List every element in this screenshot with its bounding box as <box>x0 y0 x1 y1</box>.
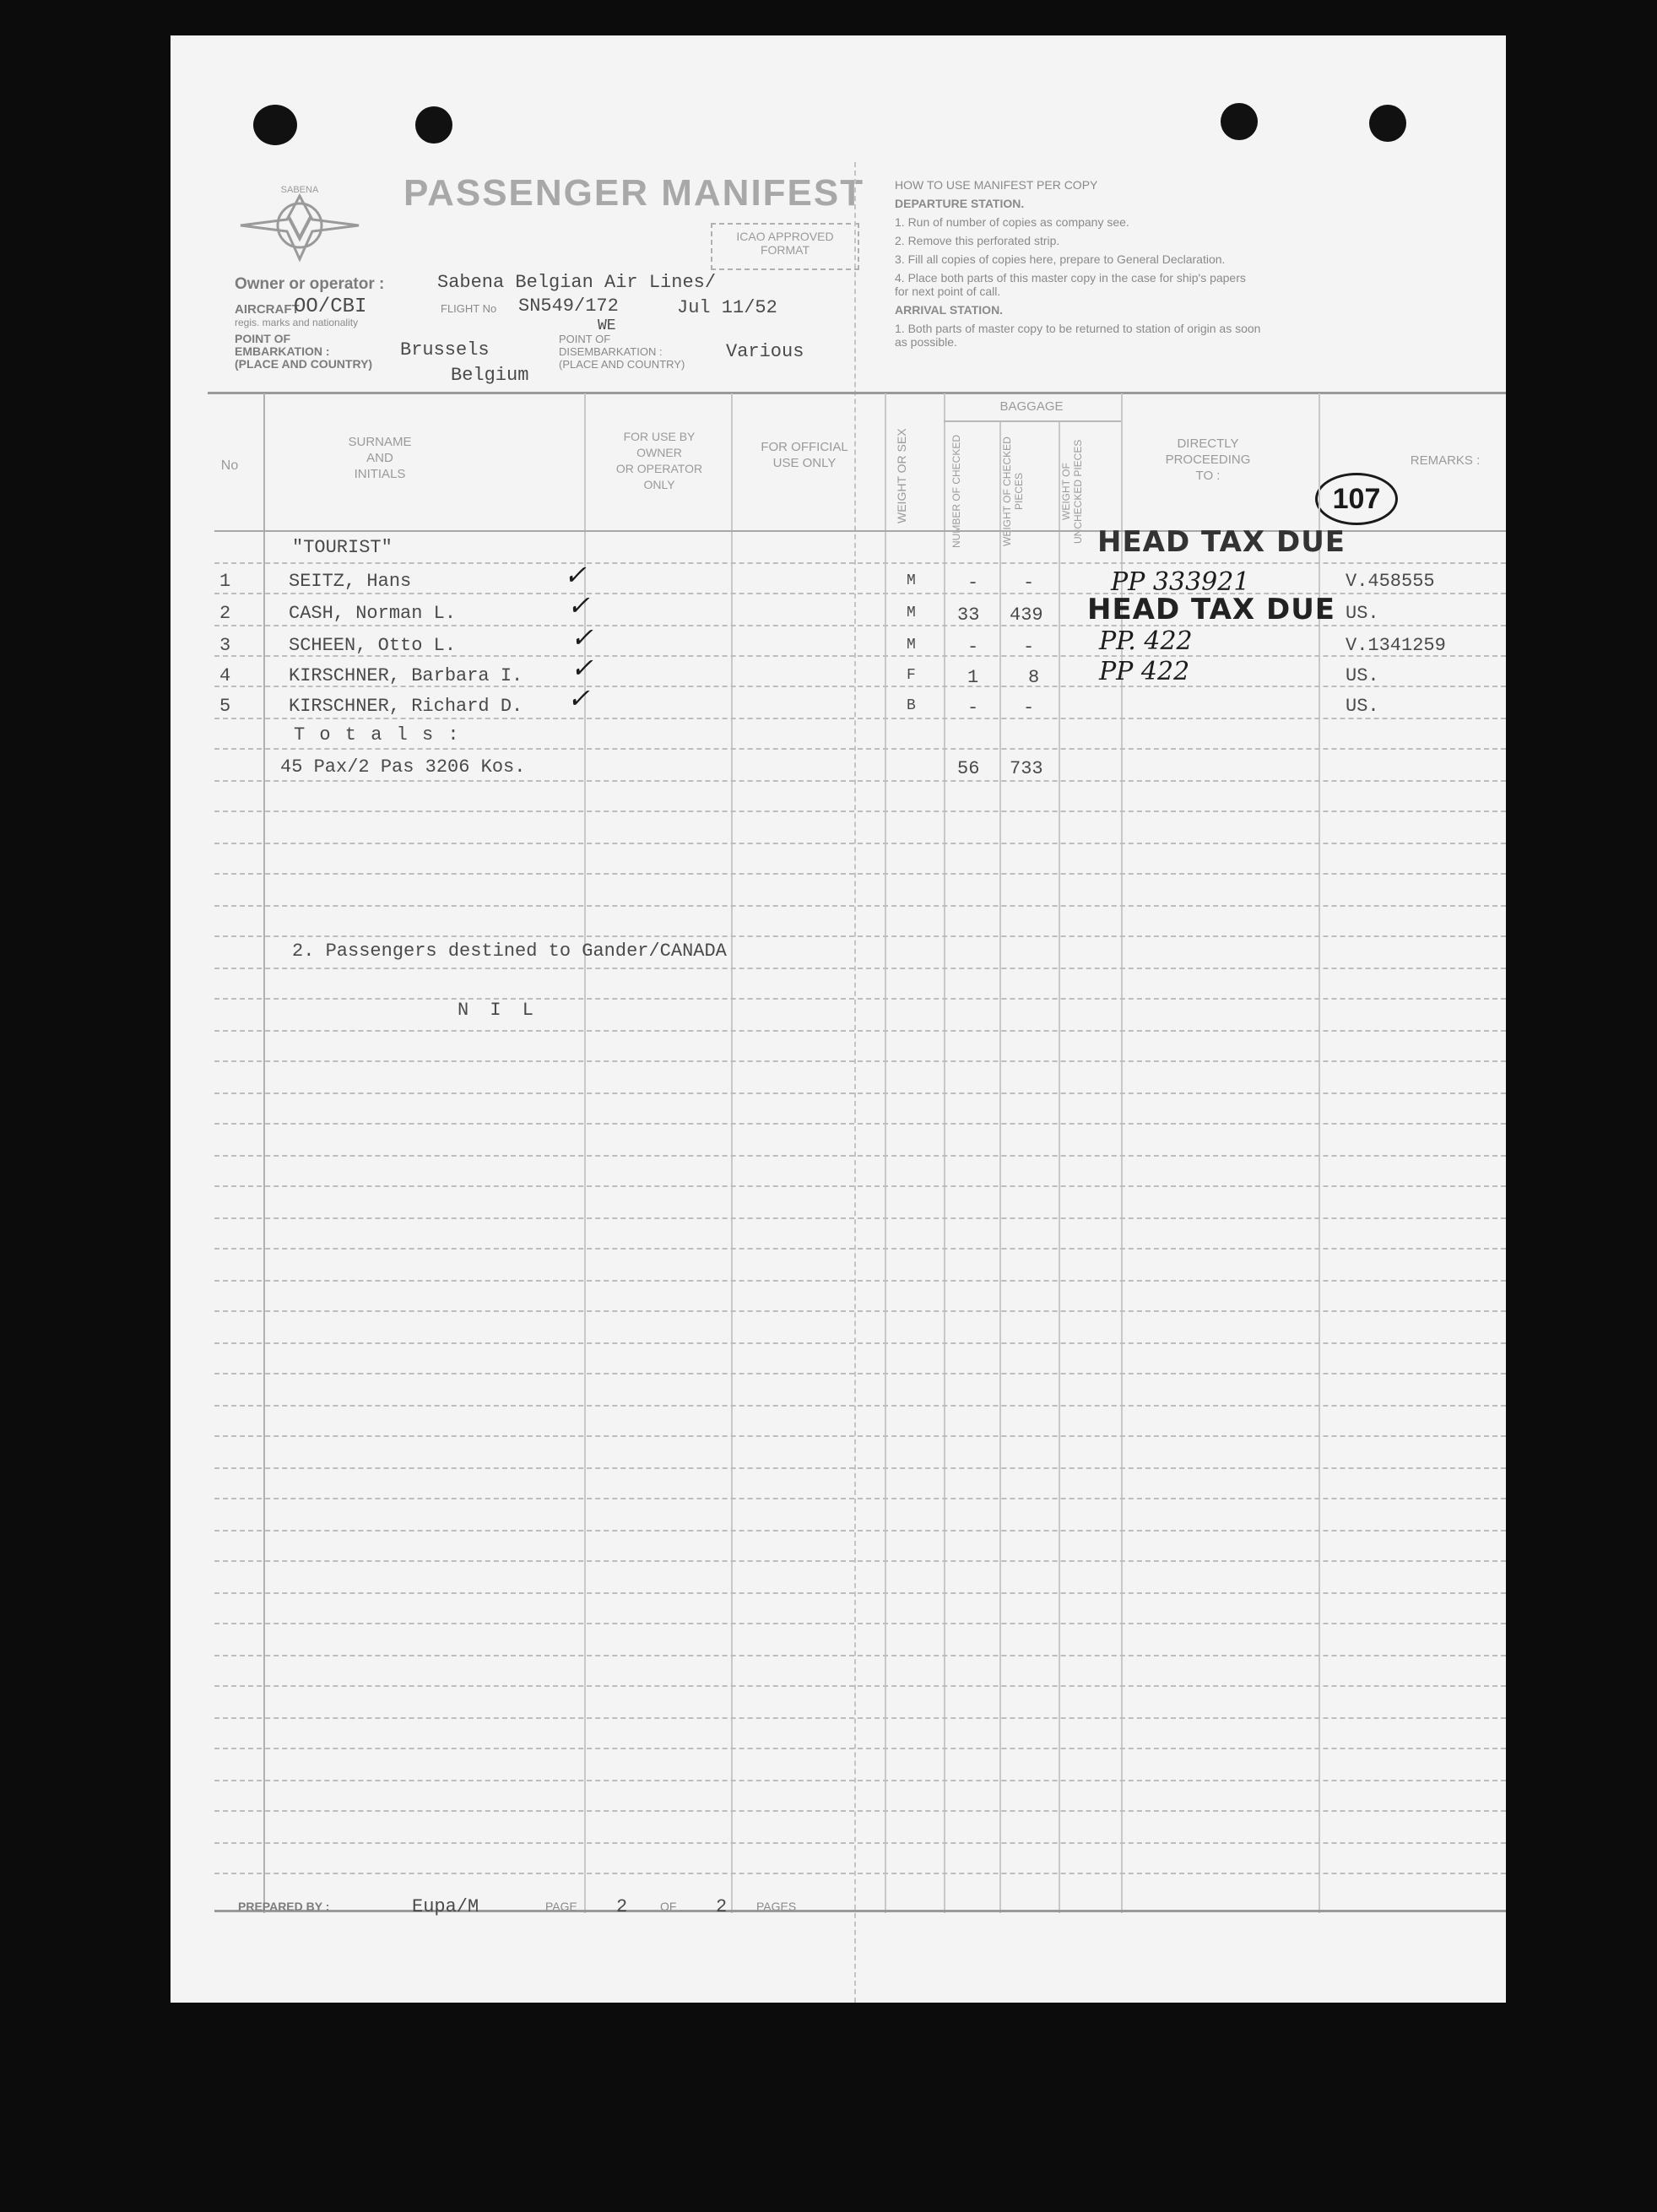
totals-label: T o t a l s : <box>294 724 461 745</box>
col-divider <box>999 422 1001 1913</box>
passenger-name: KIRSCHNER, Barbara I. <box>289 665 523 686</box>
disembarkation-label <box>559 333 685 371</box>
row-line <box>214 1748 1506 1749</box>
col-owner-line: FOR USE BY <box>623 430 696 443</box>
baggage-weight: - <box>1023 572 1035 594</box>
check-mark-icon: ✓ <box>564 559 587 591</box>
baggage-weight: 8 <box>1028 667 1040 688</box>
row-line <box>214 905 1506 907</box>
col-directly-line: PROCEEDING <box>1165 453 1251 467</box>
col-baggage-header: BAGGAGE <box>999 399 1064 414</box>
row-line <box>214 1592 1506 1594</box>
disembarkation-label-line: POINT OF <box>559 333 611 345</box>
col-surname-line: AND <box>366 451 393 465</box>
col-directly-header <box>1119 436 1297 484</box>
col-wt-unchecked-header: WEIGHT OF UNCHECKED PIECES <box>1060 439 1084 544</box>
passenger-sex: M <box>907 605 916 621</box>
instructions-block <box>895 176 1503 351</box>
passport-note: PP. 422 <box>1099 626 1193 656</box>
passport-note: PP 333921 <box>1111 567 1250 597</box>
header-rule <box>208 392 1506 394</box>
col-surname-line: INITIALS <box>354 467 406 481</box>
instruction-line: ARRIVAL STATION. <box>895 303 1004 317</box>
flight-extra: WE <box>598 317 616 334</box>
check-mark-icon: ✓ <box>567 682 590 714</box>
row-line <box>214 1342 1506 1344</box>
instruction-line: DEPARTURE STATION. <box>895 197 1025 210</box>
prepared-by-label: PREPARED BY : <box>238 1900 330 1913</box>
punch-hole <box>415 106 452 144</box>
check-mark-icon: ✓ <box>571 621 593 653</box>
col-no-header: No <box>220 458 239 473</box>
passenger-no: 4 <box>219 665 231 686</box>
flight-value: SN549/172 <box>518 295 619 317</box>
col-directly-line: DIRECTLY <box>1177 436 1239 451</box>
instruction-line: 3. Fill all copies of copies here, prepare to General Declaration. <box>895 252 1226 266</box>
aircraft-label: AIRCRAFT <box>235 302 300 317</box>
row-line <box>214 748 1506 750</box>
col-surname-line: SURNAME <box>348 435 412 449</box>
row-line <box>214 1310 1506 1312</box>
row-line <box>214 1467 1506 1469</box>
row-line <box>214 1123 1506 1125</box>
row-line <box>214 1217 1506 1219</box>
baggage-count: - <box>967 697 979 718</box>
row-line <box>214 1280 1506 1282</box>
row-line <box>214 1248 1506 1250</box>
passenger-sex: M <box>907 572 916 589</box>
row-line <box>214 843 1506 844</box>
embarkation-value: Brussels <box>400 339 490 361</box>
passenger-name: SEITZ, Hans <box>289 571 412 592</box>
row-line <box>214 811 1506 812</box>
embarkation-label-line: EMBARKATION : <box>235 344 330 358</box>
passenger-no: 2 <box>219 603 231 624</box>
form-title: PASSENGER MANIFEST <box>403 172 865 214</box>
row-line <box>214 1435 1506 1437</box>
row-line <box>214 998 1506 1000</box>
prepared-by-value: Eupa/M <box>412 1896 479 1917</box>
baggage-count: 33 <box>957 605 980 626</box>
passenger-sex: B <box>907 697 916 714</box>
baggage-count: - <box>967 637 979 658</box>
punch-hole <box>253 105 297 145</box>
of-value: 2 <box>716 1896 728 1917</box>
row-line <box>214 1810 1506 1812</box>
passenger-remark: US. <box>1346 603 1379 624</box>
totals-baggage-count: 56 <box>957 758 980 779</box>
row-line <box>214 1717 1506 1719</box>
head-tax-stamp: HEAD TAX DUE <box>1097 525 1346 559</box>
row-line <box>214 1873 1506 1874</box>
punch-hole <box>1369 105 1406 142</box>
punch-hole <box>1221 103 1258 140</box>
row-line <box>214 562 1506 564</box>
row-line <box>214 1092 1506 1094</box>
col-owner-header <box>588 429 731 493</box>
col-official-line: USE ONLY <box>772 456 837 470</box>
passenger-sex: M <box>907 637 916 653</box>
row-line <box>214 1185 1506 1187</box>
sabena-logo-icon <box>236 179 363 272</box>
baggage-weight: 439 <box>1010 605 1043 626</box>
embarkation-label <box>235 333 372 371</box>
row-line <box>214 1155 1506 1157</box>
col-num-checked-header: NUMBER OF CHECKED <box>950 435 962 549</box>
row-line <box>214 1030 1506 1032</box>
page-value: 2 <box>616 1896 628 1917</box>
totals-line: 45 Pax/2 Pas 3206 Kos. <box>280 756 526 778</box>
owner-value: Sabena Belgian Air Lines/ <box>437 272 717 293</box>
baggage-weight: - <box>1023 697 1035 718</box>
passenger-no: 5 <box>219 696 231 717</box>
aircraft-value: OO/CBI <box>294 295 367 318</box>
row-line <box>214 1685 1506 1687</box>
col-official-header <box>733 439 876 471</box>
col-directly-line: TO : <box>1195 469 1221 483</box>
of-label: OF <box>660 1900 677 1913</box>
col-weight-sex-header: WEIGHT OR SEX <box>895 428 908 524</box>
approval-stamp-box <box>711 223 859 270</box>
row-line <box>214 718 1506 719</box>
embarkation-label-line: (PLACE AND COUNTRY) <box>235 357 373 371</box>
row-line <box>214 1655 1506 1656</box>
passenger-name: SCHEEN, Otto L. <box>289 635 457 656</box>
passport-note: PP 422 <box>1099 657 1190 686</box>
passenger-no: 3 <box>219 635 231 656</box>
page-label: PAGE <box>545 1900 577 1913</box>
row-line <box>214 1405 1506 1407</box>
col-surname-header <box>262 434 498 482</box>
row-line <box>214 935 1506 937</box>
embarkation-label-line: POINT OF <box>235 332 291 345</box>
row-line <box>214 1560 1506 1562</box>
aircraft-sub-label: regis. marks and nationality <box>235 317 359 328</box>
embarkation-country: Belgium <box>451 365 529 386</box>
class-heading: "TOURIST" <box>292 537 393 558</box>
instruction-line: 1. Both parts of master copy to be returned to station of origin as soon <box>895 322 1261 335</box>
passenger-name: CASH, Norman L. <box>289 603 457 624</box>
row-line <box>214 968 1506 969</box>
pages-label: PAGES <box>756 1900 797 1913</box>
baggage-divider <box>944 420 1121 422</box>
row-line <box>214 873 1506 875</box>
passenger-sex: F <box>907 667 916 684</box>
passenger-remark: US. <box>1346 665 1379 686</box>
col-divider <box>1059 422 1060 1913</box>
row-line <box>214 1842 1506 1844</box>
passenger-remark: V.458555 <box>1346 571 1435 592</box>
disembarkation-label-line: (PLACE AND COUNTRY) <box>559 358 685 371</box>
check-mark-icon: ✓ <box>571 652 593 684</box>
row-line <box>214 1373 1506 1374</box>
totals-baggage-weight: 733 <box>1010 758 1043 779</box>
page-number-circle: 107 <box>1315 473 1398 525</box>
row-line <box>214 1060 1506 1062</box>
baggage-count: - <box>967 572 979 594</box>
col-owner-line: ONLY <box>643 478 675 491</box>
row-line <box>214 1780 1506 1781</box>
row-line <box>214 1623 1506 1624</box>
col-owner-line: OWNER <box>636 446 682 459</box>
passenger-remark: V.1341259 <box>1346 635 1446 656</box>
col-owner-line: OR OPERATOR <box>615 462 703 475</box>
instruction-line: HOW TO USE MANIFEST PER COPY <box>895 178 1098 192</box>
instruction-line: for next point of call. <box>895 285 1001 298</box>
instruction-line: 2. Remove this perforated strip. <box>895 234 1060 247</box>
check-mark-icon: ✓ <box>567 589 590 621</box>
row-line <box>214 1498 1506 1499</box>
instruction-line: as possible. <box>895 335 957 349</box>
disembarkation-label-line: DISEMBARKATION : <box>559 345 663 358</box>
svg-text:SABENA: SABENA <box>280 185 319 195</box>
stamp-line-1: ICAO APPROVED <box>736 230 834 243</box>
footer-rule <box>214 1910 1506 1912</box>
row-line <box>214 1530 1506 1532</box>
perforation-line <box>854 162 856 2003</box>
flight-date: Jul 11/52 <box>677 297 777 318</box>
passenger-name: KIRSCHNER, Richard D. <box>289 696 523 717</box>
manifest-sheet <box>171 35 1506 2003</box>
baggage-weight: - <box>1023 637 1035 658</box>
instruction-line: 4. Place both parts of this master copy in the case for ship's papers <box>895 271 1246 285</box>
head-tax-stamp: HEAD TAX DUE <box>1087 593 1336 626</box>
disembarkation-value: Various <box>726 341 804 362</box>
instruction-line: 1. Run of number of copies as company see. <box>895 215 1129 229</box>
col-remarks-header: REMARKS : <box>1410 453 1481 468</box>
baggage-count: 1 <box>967 667 979 688</box>
passenger-remark: US. <box>1346 696 1379 717</box>
canada-passengers-line: 2. Passengers destined to Gander/CANADA <box>292 941 727 962</box>
stamp-line-2: FORMAT <box>760 243 810 257</box>
nil-line: N I L <box>458 1000 539 1021</box>
col-official-line: FOR OFFICIAL <box>761 440 848 454</box>
owner-label: Owner or operator : <box>235 275 385 293</box>
col-wt-checked-header: WEIGHT OF CHECKED PIECES <box>1001 436 1025 546</box>
row-line <box>214 780 1506 782</box>
flight-label: FLIGHT No <box>441 302 497 315</box>
passenger-no: 1 <box>219 571 231 592</box>
